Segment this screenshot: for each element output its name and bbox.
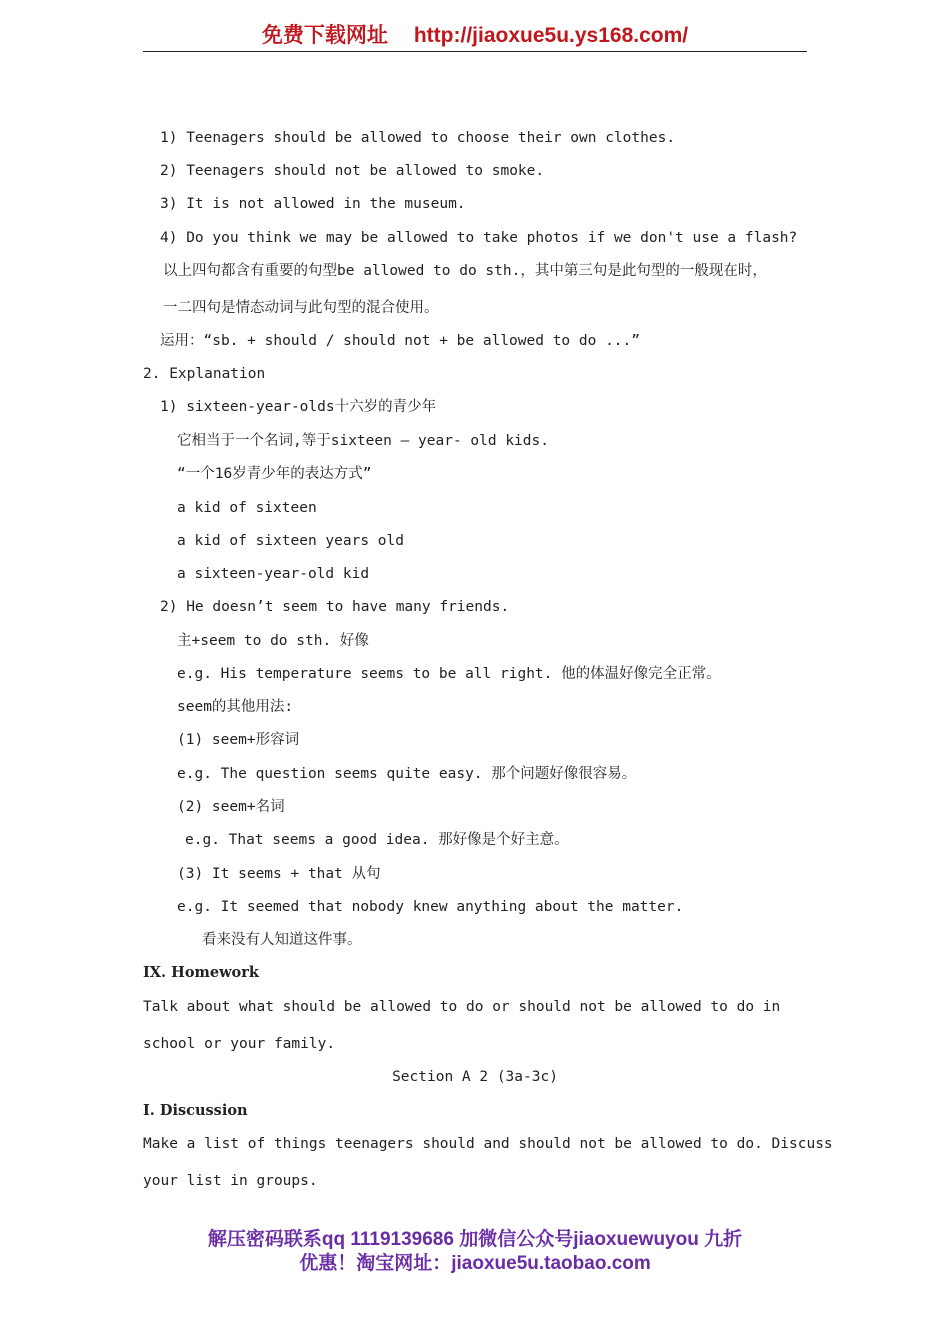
expression-1: a kid of sixteen — [177, 500, 317, 516]
seem-usage-1: (1) seem+形容词 — [177, 732, 300, 748]
seem-usage-2-example: e.g. That seems a good idea. 那好像是个好主意。 — [185, 832, 569, 848]
seem-usage-2: (2) seem+名词 — [177, 799, 285, 815]
example-sentence-2: 2) Teenagers should not be allowed to smoke. — [160, 163, 545, 179]
usage-pattern: 运用：“sb. + should / should not + be allowed to do ...” — [160, 333, 640, 349]
header-rule — [143, 51, 807, 52]
header-url-link[interactable]: http://jiaoxue5u.ys168.com/ — [413, 24, 689, 47]
seem-usage-3: (3) It seems + that 从句 — [177, 866, 381, 882]
homework-text — [143, 997, 807, 1017]
example-sentence-1: 1) Teenagers should be allowed to choose their own clothes. — [160, 130, 676, 146]
explanation-heading: 2. Explanation — [143, 366, 266, 382]
seem-other-usage: seem的其他用法: — [177, 699, 294, 715]
discussion-heading: I. Discussion — [143, 1102, 248, 1119]
explanation-item-1: 1) sixteen-year-olds十六岁的青少年 — [160, 399, 437, 415]
seem-usage-3-example: e.g. It seemed that nobody knew anything about the matter. — [177, 899, 684, 915]
discussion-text-line-1: Make a list of things teenagers should and should not be allowed to do. Discuss — [143, 1136, 833, 1152]
seem-example: e.g. His temperature seems to be all right. 他的体温好像完全正常。 — [177, 666, 721, 682]
seem-pattern: 主+seem to do sth. 好像 — [177, 633, 369, 649]
grammar-note-cont: 一二四句是情态动词与此句型的混合使用。 — [163, 300, 439, 316]
homework-heading: IX. Homework — [143, 964, 259, 981]
seem-usage-1-example: e.g. The question seems quite easy. 那个问题好像很容易。 — [177, 766, 637, 782]
expression-heading: “一个16岁青少年的表达方式” — [177, 466, 372, 482]
header-label: 免费下载网址 — [261, 24, 388, 47]
seem-usage-3-translation: 看来没有人知道这件事。 — [202, 932, 362, 948]
example-sentence-4: 4) Do you think we may be allowed to take photos if we don't use a flash? — [160, 230, 798, 246]
example-sentence-3: 3) It is not allowed in the museum. — [160, 196, 466, 212]
expression-2: a kid of sixteen years old — [177, 533, 404, 549]
footer-line-1: 解压密码联系qq 1119139686 加微信公众号jiaoxuewuyou 九折 — [207, 1229, 743, 1250]
explanation-item-2: 2) He doesn’t seem to have many friends. — [160, 599, 510, 615]
homework-text-line-2: school or your family. — [143, 1036, 336, 1052]
page-header — [143, 20, 807, 52]
expression-3: a sixteen-year-old kid — [177, 566, 370, 582]
grammar-note: 以上四句都含有重要的句型be allowed to do sth.，其中第三句是此句型的一般现在时， — [163, 263, 767, 279]
discussion-text-line-2: your list in groups. — [143, 1173, 318, 1189]
section-title: Section A 2 (3a-3c) — [392, 1069, 558, 1085]
explanation-note: 它相当于一个名词,等于sixteen – year- old kids. — [177, 433, 549, 449]
homework-text-line-1: Talk about what should be allowed to do or should not be allowed to do in — [143, 999, 781, 1015]
footer-line-2: 优惠！淘宝网址：jiaoxue5u.taobao.com — [299, 1253, 651, 1274]
